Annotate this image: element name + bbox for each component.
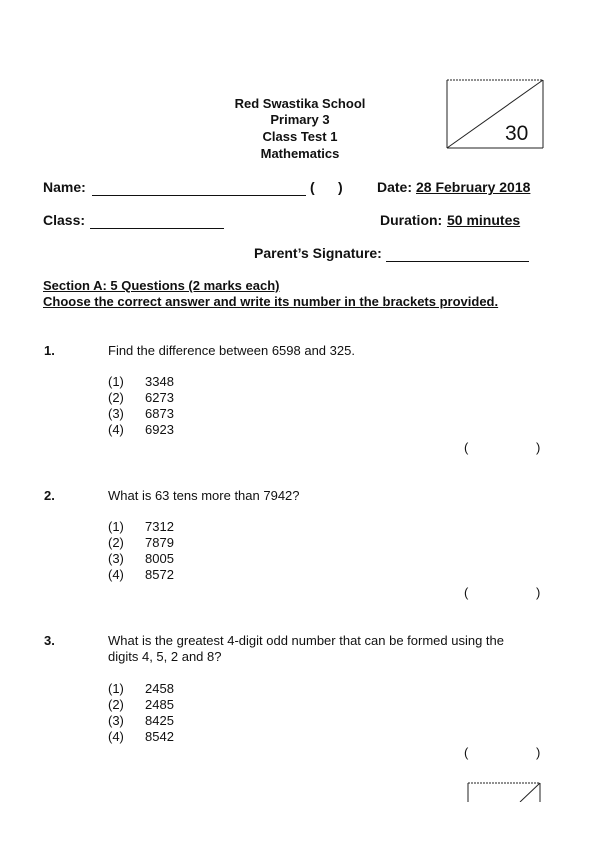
option-value: 6923: [145, 422, 174, 437]
marks-box-diagonal: [447, 80, 543, 148]
signature-label: Parent’s Signature:: [254, 245, 382, 261]
section-marks-box-diagonal: [520, 783, 540, 802]
option-item[interactable]: [108, 697, 174, 713]
option-label: (1): [108, 681, 124, 696]
option-value: 8425: [145, 713, 174, 728]
option-label: (3): [108, 551, 124, 566]
answer-bracket-close[interactable]: ): [536, 585, 541, 600]
option-item[interactable]: [108, 729, 174, 745]
option-item[interactable]: [108, 374, 174, 390]
section-instruction: Choose the correct answer and write its number in the brackets provided.: [43, 294, 499, 309]
option-label: (1): [108, 374, 124, 389]
option-label: (2): [108, 697, 124, 712]
level: Primary 3: [270, 112, 330, 127]
option-value: 7312: [145, 519, 174, 534]
question-text-line2: digits 4, 5, 2 and 8?: [108, 649, 222, 664]
option-value: 2458: [145, 681, 174, 696]
answer-bracket-open[interactable]: (: [464, 440, 469, 455]
option-item[interactable]: [108, 551, 174, 567]
question-text-line1: What is the greatest 4-digit odd number that can be formed using the: [108, 633, 505, 648]
option-label: (4): [108, 422, 124, 437]
option-item[interactable]: [108, 519, 174, 535]
option-item[interactable]: [108, 681, 174, 697]
option-item[interactable]: [108, 535, 174, 551]
class-label: Class:: [43, 212, 86, 228]
answer-bracket-close[interactable]: ): [536, 745, 541, 760]
option-label: (1): [108, 519, 124, 534]
option-value: 6273: [145, 390, 174, 405]
option-value: 8572: [145, 567, 174, 582]
answer-bracket-close[interactable]: ): [536, 440, 541, 455]
name-label: Name:: [43, 179, 86, 195]
marks-box: [444, 76, 546, 152]
option-label: (2): [108, 535, 124, 550]
option-item[interactable]: [108, 406, 174, 422]
option-value: 8542: [145, 729, 174, 744]
option-item[interactable]: [108, 390, 174, 406]
option-value: 8005: [145, 551, 174, 566]
option-item[interactable]: [108, 567, 174, 583]
class-blank[interactable]: [90, 213, 224, 229]
option-value: 7879: [145, 535, 174, 550]
name-index-brackets: ( ): [310, 179, 343, 195]
question-number: 1.: [44, 343, 55, 358]
subject: Mathematics: [260, 146, 340, 161]
duration-value: 50 minutes: [447, 212, 521, 228]
option-label: (4): [108, 729, 124, 744]
total-marks: 30: [505, 122, 529, 145]
option-label: (2): [108, 390, 124, 405]
option-value: 2485: [145, 697, 174, 712]
option-label: (3): [108, 713, 124, 728]
question-number: 2.: [44, 488, 55, 503]
answer-bracket-open[interactable]: (: [464, 745, 469, 760]
question-text: Find the difference between 6598 and 325.: [108, 343, 355, 358]
test-name: Class Test 1: [262, 129, 338, 144]
name-blank[interactable]: [92, 180, 306, 196]
question-number: 3.: [44, 633, 55, 648]
option-item[interactable]: [108, 713, 174, 729]
school-name: Red Swastika School: [234, 96, 366, 111]
duration-label: Duration:: [380, 212, 443, 228]
section-title: Section A: 5 Questions (2 marks each): [43, 278, 280, 293]
answer-bracket-open[interactable]: (: [464, 585, 469, 600]
date-label: Date:: [377, 179, 413, 195]
option-label: (4): [108, 567, 124, 582]
option-label: (3): [108, 406, 124, 421]
signature-blank[interactable]: [386, 246, 529, 262]
option-value: 6873: [145, 406, 174, 421]
date-value: 28 February 2018: [416, 179, 531, 195]
question-text: What is 63 tens more than 7942?: [108, 488, 300, 503]
option-value: 3348: [145, 374, 174, 389]
option-item[interactable]: [108, 422, 174, 438]
section-marks-box: [466, 780, 544, 802]
